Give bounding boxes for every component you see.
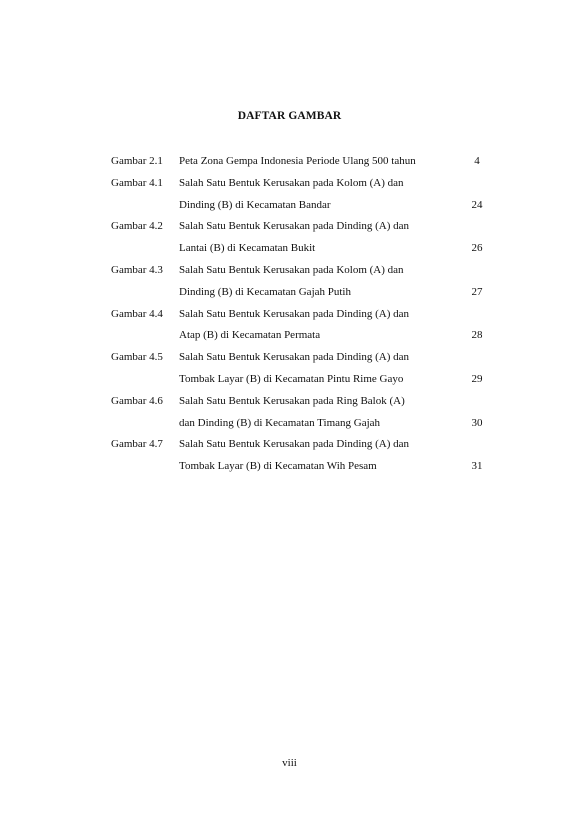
figure-page-number: 30	[471, 416, 483, 429]
figure-page-number: 26	[471, 242, 483, 255]
figure-label: Gambar 4.4	[111, 307, 163, 320]
page-number: viii	[282, 757, 297, 769]
figure-entry	[111, 173, 491, 217]
figure-label: Gambar 4.6	[111, 394, 163, 407]
figure-entry	[111, 151, 491, 173]
figure-caption-line: Tombak Layar (B) di Kecamatan Pintu Rime Gayo	[179, 372, 404, 385]
figure-page-number: 29	[471, 372, 483, 385]
figure-page-number: 24	[471, 198, 483, 211]
figure-caption-line: Salah Satu Bentuk Kerusakan pada Kolom (A) dan	[179, 263, 404, 276]
figure-entry	[111, 434, 491, 478]
figure-entry	[111, 304, 491, 348]
figure-page-number: 4	[474, 155, 480, 167]
figure-entry	[111, 391, 491, 435]
figure-page-number: 31	[471, 460, 483, 473]
figure-label: Gambar 4.3	[111, 263, 163, 276]
figure-caption-line: Salah Satu Bentuk Kerusakan pada Dinding (A) dan	[179, 351, 410, 364]
figure-list	[111, 151, 491, 478]
figure-label: Gambar 4.1	[111, 176, 163, 189]
figure-page-number: 27	[471, 285, 483, 298]
figure-caption-line: Salah Satu Bentuk Kerusakan pada Dinding (A) dan	[179, 307, 410, 320]
figure-caption-line: dan Dinding (B) di Kecamatan Timang Gajah	[179, 416, 381, 429]
figure-entry	[111, 260, 491, 304]
figure-caption-line: Tombak Layar (B) di Kecamatan Wih Pesam	[179, 460, 377, 473]
figure-caption-line: Salah Satu Bentuk Kerusakan pada Dinding (A) dan	[179, 438, 410, 451]
figure-caption-line: Salah Satu Bentuk Kerusakan pada Dinding (A) dan	[179, 220, 410, 233]
figure-caption-line: Salah Satu Bentuk Kerusakan pada Kolom (A) dan	[179, 176, 404, 189]
figure-caption-line: Dinding (B) di Kecamatan Bandar	[179, 198, 331, 211]
figure-caption-line: Atap (B) di Kecamatan Permata	[179, 329, 321, 342]
figure-caption-line: Lantai (B) di Kecamatan Bukit	[179, 242, 316, 255]
figure-caption-line: Dinding (B) di Kecamatan Gajah Putih	[179, 285, 351, 298]
figure-entry	[111, 347, 491, 391]
figure-label: Gambar 4.7	[111, 438, 163, 451]
page-title: DAFTAR GAMBAR	[237, 110, 342, 122]
figure-page-number: 28	[471, 329, 483, 342]
figure-label: Gambar 4.5	[111, 351, 163, 364]
figure-caption-line: Salah Satu Bentuk Kerusakan pada Ring Balok (A)	[179, 394, 405, 407]
figure-label: Gambar 2.1	[111, 155, 163, 167]
figure-label: Gambar 4.2	[111, 220, 163, 233]
figure-caption-line: Peta Zona Gempa Indonesia Periode Ulang 500 tahun	[179, 155, 416, 167]
figure-entry	[111, 216, 491, 260]
